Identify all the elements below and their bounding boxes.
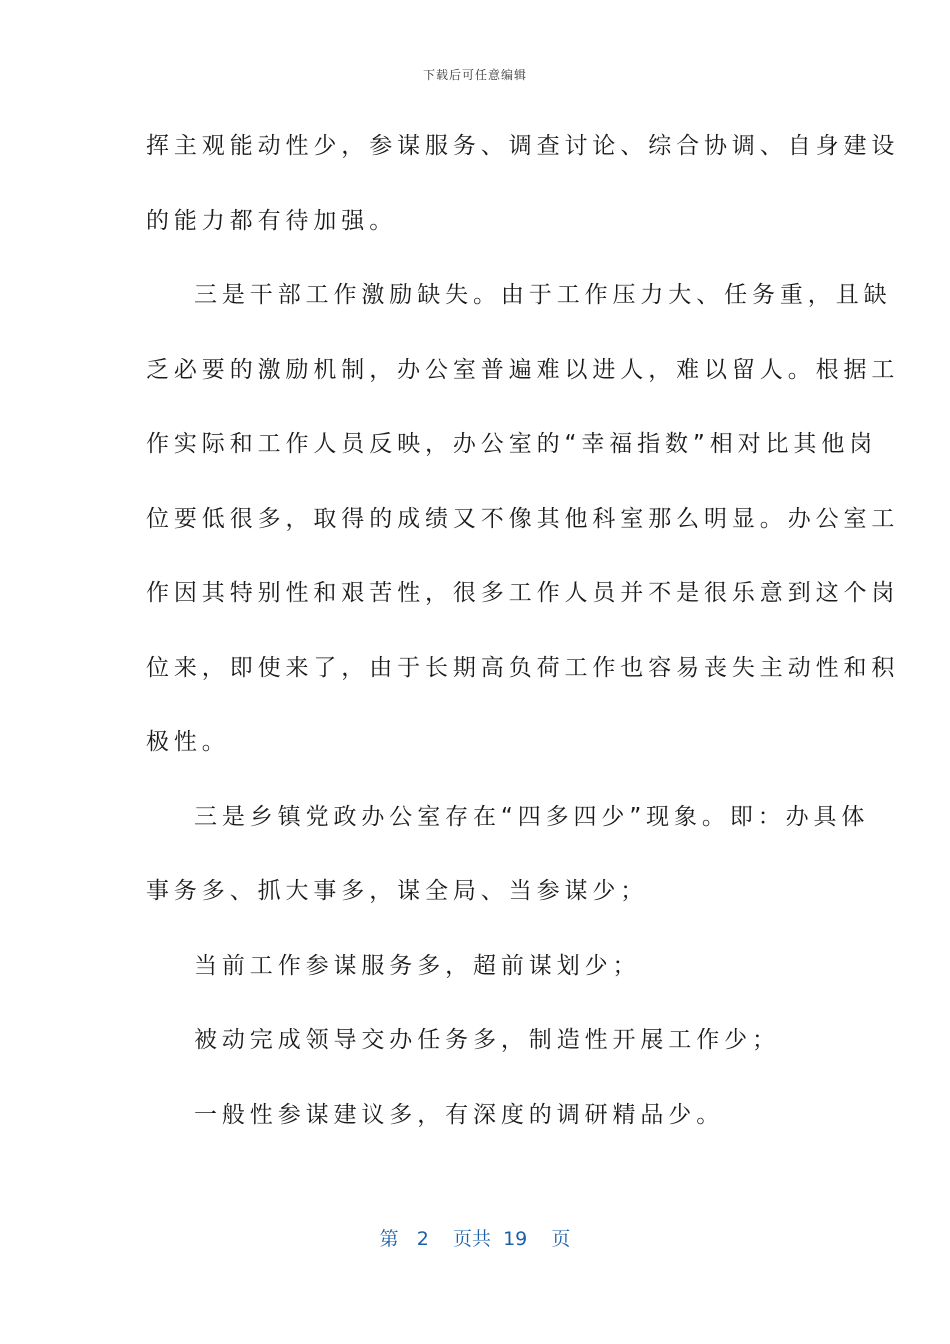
text-line-6: 位要低很多，取得的成绩又不像其他科室那么明显。办公室工 [146,505,900,532]
page-header: 下载后可任意编辑 [422,68,527,82]
footer-suffix: 页 [551,1228,571,1250]
text-line-5: 作实际和工作人员反映，办公室的“幸福指数”相对比其他岗 [146,431,878,457]
text-line-9: 极性。 [146,729,230,755]
document-body [146,118,900,1161]
text-line-11: 事务多、抓大事多，谋全局、当参谋少； [146,878,649,904]
text-line-14: 一般性参谋建议多，有深度的调研精品少。 [194,1101,725,1128]
text-line-2: 的能力都有待加强。 [146,207,398,234]
text-line-10: 三是乡镇党政办公室存在“四多四少”现象。即：办具体 [194,803,870,830]
text-line-7: 作因其特别性和艰苦性，很多工作人员并不是很乐意到这个岗 [146,580,900,606]
total-pages-number: 19 [503,1228,528,1250]
text-line-3: 三是干部工作激励缺失。由于工作压力大、任务重，且缺 [194,282,892,308]
footer-prefix: 第 [379,1228,399,1250]
text-line-4: 乏必要的激励机制，办公室普遍难以进人，难以留人。根据工 [146,356,900,383]
text-line-13: 被动完成领导交办任务多，制造性开展工作少； [194,1027,780,1053]
text-line-12: 当前工作参谋服务多，超前谋划少； [194,952,641,979]
text-line-8: 位来，即使来了，由于长期高负荷工作也容易丧失主动性和积 [146,654,900,681]
text-line-1: 挥主观能动性少，参谋服务、调查讨论、综合协调、自身建设 [146,133,900,159]
current-page-number: 2 [416,1228,429,1250]
footer-middle: 页共 [452,1228,491,1250]
page-footer [0,1224,950,1251]
